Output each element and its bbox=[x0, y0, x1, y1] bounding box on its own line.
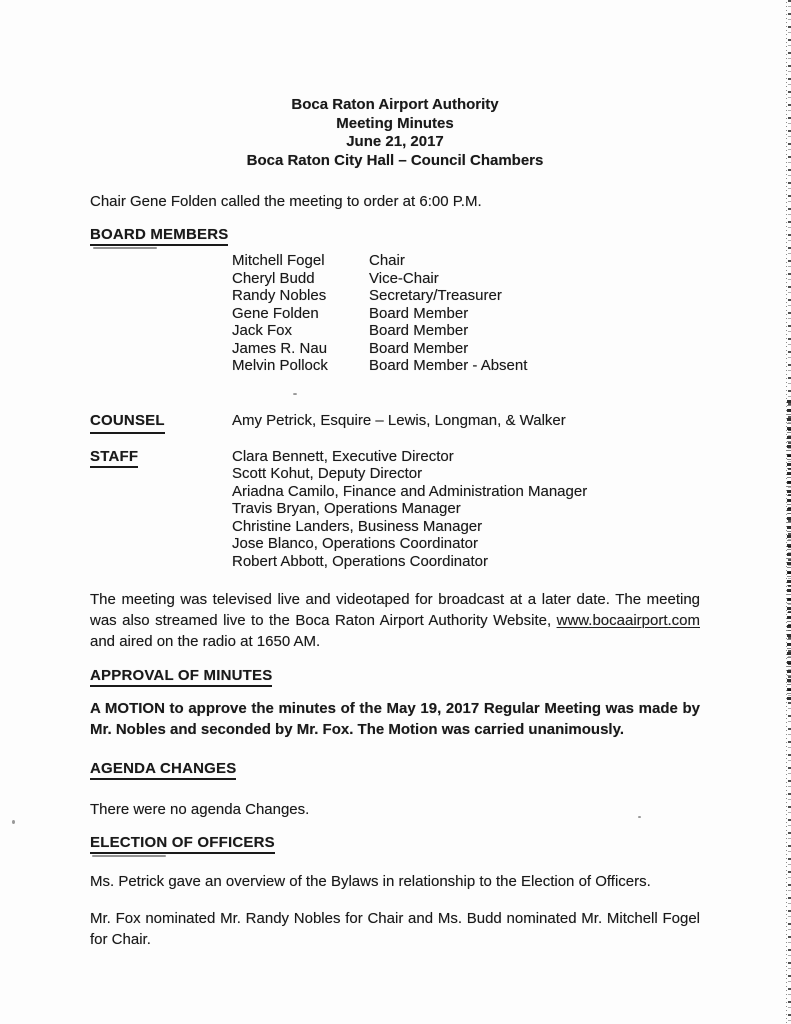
board-members-section bbox=[90, 223, 700, 375]
staff-member: Scott Kohut, Deputy Director bbox=[232, 465, 423, 482]
title-line-date: June 21, 2017 bbox=[346, 133, 444, 150]
member-role: Board Member - Absent bbox=[369, 357, 528, 374]
scan-speck bbox=[12, 820, 15, 824]
staff-label: STAFF bbox=[90, 448, 138, 469]
election-of-officers-section bbox=[90, 831, 700, 950]
member-name: Mitchell Fogel bbox=[232, 252, 325, 269]
member-role: Vice-Chair bbox=[369, 269, 439, 287]
staff-member: Clara Bennett, Executive Director bbox=[232, 447, 454, 465]
election-heading-row bbox=[90, 831, 700, 854]
member-role: Chair bbox=[369, 252, 405, 269]
counsel-label-cell bbox=[90, 410, 232, 434]
member-role: Secretary/Treasurer bbox=[369, 287, 502, 304]
document-title-block bbox=[90, 96, 700, 170]
board-member-row bbox=[232, 322, 700, 340]
staff-member: Ariadna Camilo, Finance and Administration Manager bbox=[232, 482, 588, 500]
staff-member: Christine Landers, Business Manager bbox=[232, 517, 483, 535]
member-role: Board Member bbox=[369, 339, 469, 357]
board-members-heading: BOARD MEMBERS bbox=[90, 226, 228, 246]
call-to-order-paragraph: Chair Gene Folden called the meeting to order at 6:00 P.M. bbox=[90, 193, 482, 210]
broadcast-text-after: and aired on the radio at 1650 AM. bbox=[90, 633, 321, 650]
election-of-officers-heading: ELECTION OF OFFICERS bbox=[90, 834, 275, 854]
scan-edge-artifact bbox=[786, 0, 791, 1024]
approval-of-minutes-section bbox=[90, 664, 700, 740]
member-name: Gene Folden bbox=[232, 304, 319, 322]
agenda-heading-row bbox=[90, 757, 700, 780]
agenda-changes-heading: AGENDA CHANGES bbox=[90, 760, 236, 780]
title-line-location: Boca Raton City Hall – Council Chambers bbox=[246, 151, 544, 169]
broadcast-paragraph bbox=[90, 589, 700, 652]
scan-speck bbox=[293, 393, 297, 395]
staff-row bbox=[90, 448, 700, 571]
scan-smudge bbox=[92, 855, 166, 857]
staff-member: Travis Bryan, Operations Manager bbox=[232, 500, 461, 517]
approval-of-minutes-heading: APPROVAL OF MINUTES bbox=[90, 667, 272, 687]
title-line-minutes: Meeting Minutes bbox=[336, 114, 454, 132]
member-name: Melvin Pollock bbox=[232, 357, 328, 374]
member-name: Jack Fox bbox=[232, 322, 293, 339]
approval-heading-row bbox=[90, 664, 700, 687]
scan-speck bbox=[638, 816, 641, 818]
board-members-list bbox=[232, 252, 700, 375]
board-members-heading-row bbox=[90, 223, 700, 246]
board-member-row bbox=[232, 270, 700, 288]
election-nominations-paragraph: Mr. Fox nominated Mr. Randy Nobles for Chair and Ms. Budd nominated Mr. Mitchell Fogel for Chair. bbox=[90, 910, 700, 948]
board-member-row bbox=[232, 357, 700, 375]
board-member-row bbox=[232, 252, 700, 270]
staff-member: Jose Blanco, Operations Coordinator bbox=[232, 535, 478, 552]
counsel-value: Amy Petrick, Esquire – Lewis, Longman, & Walker bbox=[232, 411, 566, 429]
member-name: Cheryl Budd bbox=[232, 269, 315, 287]
motion-paragraph: A MOTION to approve the minutes of the May 19, 2017 Regular Meeting was made by Mr. Nobles and seconded by Mr. Fox. The Motion was carried unanimously. bbox=[90, 700, 700, 738]
counsel-row bbox=[90, 410, 700, 434]
staff-list bbox=[232, 448, 587, 571]
election-overview-paragraph: Ms. Petrick gave an overview of the Bylaws in relationship to the Election of Officers. bbox=[90, 873, 651, 890]
staff-member: Robert Abbott, Operations Coordinator bbox=[232, 552, 488, 570]
scan-smudge bbox=[93, 247, 157, 249]
staff-label-cell bbox=[90, 448, 232, 469]
board-member-row bbox=[232, 287, 700, 305]
agenda-changes-text: There were no agenda Changes. bbox=[90, 801, 310, 818]
member-role: Board Member bbox=[369, 304, 469, 322]
agenda-changes-section bbox=[90, 757, 700, 820]
member-name: Randy Nobles bbox=[232, 287, 327, 304]
title-line-authority: Boca Raton Airport Authority bbox=[291, 96, 499, 113]
counsel-label: COUNSEL bbox=[90, 410, 165, 434]
website-link[interactable]: www.bocaairport.com bbox=[556, 612, 700, 629]
member-role: Board Member bbox=[369, 322, 469, 339]
broadcast-text-before: The meeting was televised live and videotaped for broadcast at a later date. The meeting was also streamed live to the Boca Raton Airport Authority Website, bbox=[90, 591, 700, 629]
member-name: James R. Nau bbox=[232, 339, 328, 357]
board-member-row bbox=[232, 305, 700, 323]
board-member-row bbox=[232, 340, 700, 358]
